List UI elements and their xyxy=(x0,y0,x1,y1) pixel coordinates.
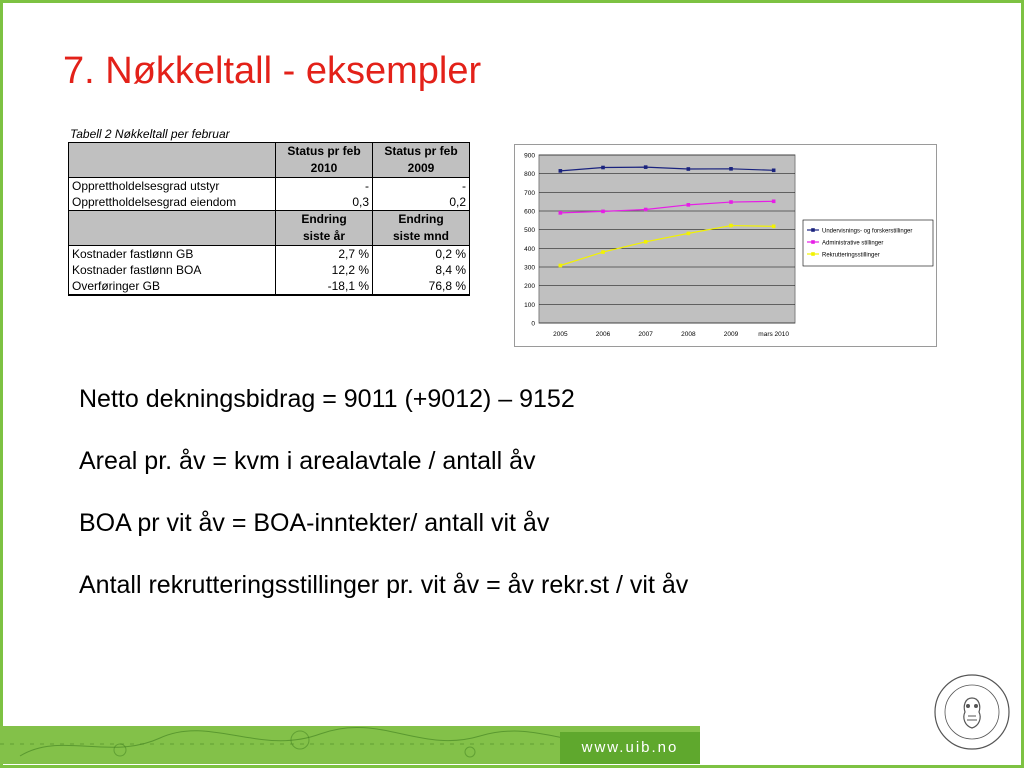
data-point xyxy=(729,200,733,204)
url-banner xyxy=(560,732,700,764)
table-row xyxy=(69,194,470,211)
data-point xyxy=(644,208,648,212)
row-value-2009: 0,2 xyxy=(373,194,470,211)
y-tick-label: 100 xyxy=(524,301,535,309)
legend-marker xyxy=(811,240,815,244)
data-point xyxy=(772,169,776,173)
formula-line-3: BOA pr vit åv = BOA-inntekter/ antall vit åv xyxy=(79,509,550,537)
row-value-month: 0,2 % xyxy=(373,246,470,263)
data-point xyxy=(687,167,691,171)
table-row xyxy=(69,278,470,295)
data-point xyxy=(687,203,691,207)
data-point xyxy=(601,210,605,214)
row-value-month: 76,8 % xyxy=(373,278,470,295)
x-tick-label: 2005 xyxy=(553,331,568,338)
data-point xyxy=(559,264,563,268)
table-row xyxy=(69,262,470,278)
formula-line-4: Antall rekrutteringsstillinger pr. vit åv = åv rekr.st / vit åv xyxy=(79,571,689,599)
plot-area xyxy=(539,155,795,323)
data-point xyxy=(772,225,776,229)
subheader-year-line1: Endring xyxy=(301,212,347,226)
data-point xyxy=(559,211,563,215)
subheader-cell-empty xyxy=(69,211,276,246)
table-subheader-row xyxy=(69,211,470,246)
row-value-2010: 0,3 xyxy=(276,194,373,211)
row-value-year: 2,7 % xyxy=(276,246,373,263)
y-tick-label: 500 xyxy=(524,227,535,235)
table-row xyxy=(69,246,470,263)
y-tick-label: 700 xyxy=(524,189,535,197)
formula-line-1: Netto dekningsbidrag = 9011 (+9012) – 9152 xyxy=(79,385,575,413)
formula-line-2: Areal pr. åv = kvm i arealavtale / antall åv xyxy=(79,447,536,475)
key-figures-table xyxy=(68,142,470,296)
header-2009-line2: 2009 xyxy=(407,161,435,175)
y-tick-label: 400 xyxy=(524,245,535,253)
data-point xyxy=(601,166,605,170)
subheader-year-line2: siste år xyxy=(302,229,346,243)
x-tick-label: mars 2010 xyxy=(758,331,790,338)
x-tick-label: 2007 xyxy=(638,331,653,338)
table-caption: Tabell 2 Nøkkeltall per februar xyxy=(70,127,230,141)
subheader-month-line2: siste mnd xyxy=(392,229,449,243)
site-url[interactable]: www.uib.no xyxy=(581,739,679,756)
subheader-cell-year xyxy=(276,211,373,246)
staff-chart xyxy=(514,144,937,347)
row-value-month: 8,4 % xyxy=(373,262,470,278)
row-value-year: 12,2 % xyxy=(276,262,373,278)
row-label: Opprettholdelsesgrad utstyr xyxy=(69,178,276,195)
header-2010-line2: 2010 xyxy=(310,161,338,175)
row-label: Kostnader fastlønn GB xyxy=(69,246,276,263)
header-cell-2010 xyxy=(276,143,373,178)
data-point xyxy=(601,250,605,254)
legend-marker xyxy=(811,252,815,256)
y-tick-label: 600 xyxy=(524,208,535,216)
chart-svg xyxy=(515,145,936,346)
y-tick-label: 0 xyxy=(531,320,535,328)
table-row xyxy=(69,178,470,195)
legend-label: Administrative stillinger xyxy=(822,240,884,247)
row-value-year: -18,1 % xyxy=(276,278,373,295)
subheader-month-line1: Endring xyxy=(398,212,444,226)
data-point xyxy=(644,165,648,169)
x-tick-label: 2006 xyxy=(595,331,611,338)
slide-title: 7. Nøkkeltall - eksempler xyxy=(63,50,482,92)
data-point xyxy=(559,169,563,173)
y-tick-label: 800 xyxy=(524,171,535,179)
data-point xyxy=(687,232,691,236)
data-point xyxy=(644,240,648,244)
data-point xyxy=(729,224,733,228)
row-label: Kostnader fastlønn BOA xyxy=(69,262,276,278)
data-point xyxy=(772,199,776,203)
university-seal-icon xyxy=(932,672,1012,752)
y-tick-label: 900 xyxy=(524,152,535,160)
x-tick-label: 2009 xyxy=(723,331,739,338)
header-cell-empty xyxy=(69,143,276,178)
legend-marker xyxy=(811,228,815,232)
header-2009-line1: Status pr feb xyxy=(384,144,458,158)
subheader-cell-month xyxy=(373,211,470,246)
row-label: Opprettholdelsesgrad eiendom xyxy=(69,194,276,211)
table-header-row xyxy=(69,143,470,178)
legend-label: Rekrutteringsstillinger xyxy=(822,252,880,259)
row-value-2010: - xyxy=(276,178,373,195)
row-value-2009: - xyxy=(373,178,470,195)
header-2010-line1: Status pr feb xyxy=(287,144,361,158)
legend-label: Undervisnings- og forskerstillinger xyxy=(822,228,913,235)
header-cell-2009 xyxy=(373,143,470,178)
data-point xyxy=(729,167,733,171)
x-tick-label: 2008 xyxy=(681,331,696,338)
y-tick-label: 200 xyxy=(524,283,535,291)
row-label: Overføringer GB xyxy=(69,278,276,295)
y-tick-label: 300 xyxy=(524,264,535,272)
